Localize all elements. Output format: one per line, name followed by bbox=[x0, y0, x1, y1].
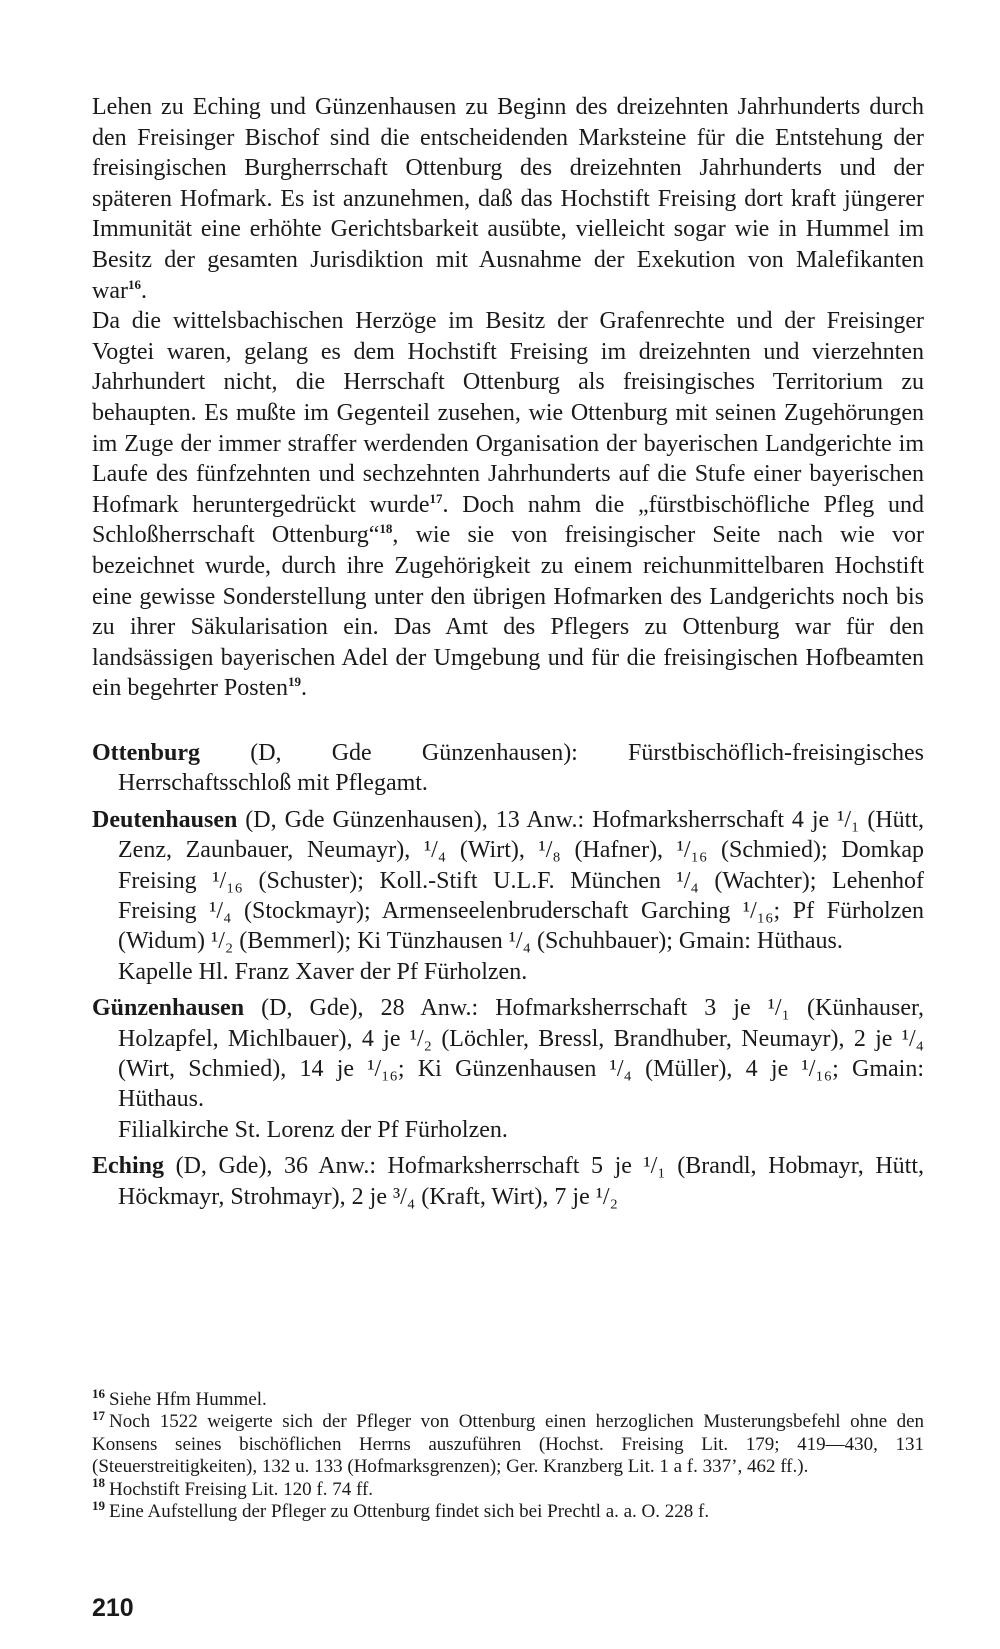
entry-place-name: Deutenhausen bbox=[92, 806, 238, 833]
footnote-17: $^{17}$ Noch 1522 weigerte sich der Pfleger von Ottenburg einen herzoglichen Musterungsbefehl ohne den Konsens seines bischöflichen Herrns auszuführen (Hochst. Freising Lit. 179; 419—430, 131 (Steuerstreitigkeiten), 132 u. 133 (Hofmarksgrenzen); Ger. Kranzberg Lit. 1 a f. 337’, 462 ff.). bbox=[92, 1408, 924, 1478]
entry-text: (D, Gde Günzenhausen): Fürstbischöflich-freisingisches Herrschaftsschloß mit Pflegamt. bbox=[118, 739, 924, 797]
footnote-ref-19: 19 bbox=[287, 674, 301, 690]
footnote-16: $^{16}$ Siehe Hfm Hummel. bbox=[92, 1385, 267, 1410]
entry-place-name: Ottenburg bbox=[92, 739, 200, 766]
footnote-ref-16: 16 bbox=[127, 276, 141, 292]
entry-text: (D, Gde), 28 Anw.: Hofmarksherrschaft 3 je ¹/₁ (Künhauser, Holzapfel, Michlbauer), 4 je ¹/₂ (Löchler, Bressl, Brandhuber, Neumayr), 2 je ¹/₄ (Wirt, Schmied), 14 je ¹/₁₆; Ki Günzenhausen ¹/₄ (Müller), 4 je ¹/₁₆; Gmain: Hüthaus. bbox=[118, 995, 924, 1113]
footnote-ref-18: 18 bbox=[379, 521, 393, 537]
page-number: 210 bbox=[92, 1594, 134, 1622]
entry-place-name: Eching bbox=[92, 1153, 165, 1180]
page-body bbox=[92, 92, 924, 1218]
entry-church: Kapelle Hl. Franz Xaver der Pf Fürholzen. bbox=[118, 958, 528, 985]
entry-guenzenhausen bbox=[92, 993, 924, 1145]
footnote-18: $^{18}$ Hochstift Freising Lit. 120 f. 74 ff. bbox=[92, 1475, 374, 1500]
paragraph-1: Lehen zu Eching und Günzenhausen zu Beginn des dreizehnten Jahrhunderts durch den Freisinger Bischof sind die entscheidenden Marksteine für die Entstehung der freisingischen Burgherrschaft Ottenburg des dreizehnten Jahrhunderts und der späteren Hofmark. Es ist anzunehmen, daß das Hochstift Freising dort kraft jüngerer Immunität eine erhöhte Gerichtsbarkeit ausübte, vielleicht sogar wie in Hummel im Besitz der gesamten Jurisdiktion mit Ausnahme der Exekution von Malefikanten war$^{16}$. bbox=[92, 94, 924, 304]
entry-ottenburg bbox=[92, 738, 924, 799]
paragraph-2: Da die wittelsbachischen Herzöge im Besitz der Grafenrechte und der Freisinger Vogtei waren, gelang es dem Hochstift Freising im dreizehnten und vierzehnten Jahrhundert nicht, die Herrschaft Ottenburg als freisingisches Territorium zu behaupten. Es mußte im Gegenteil zusehen, wie Ottenburg mit seinen Zugehörungen im Zuge der immer straffer werdenden Organisation der bayerischen Landgerichte im Laufe des fünfzehnten und sechzehnten Jahrhunderts auf die Stufe einer bayerischen Hofmark heruntergedrückt wurde$^{17}$. Doch nahm die „fürstbischöfliche Pfleg und Schloßherrschaft Ottenburg“$^{18}$, wie sie von freisingischer Seite nach wie vor bezeichnet wurde, durch ihre Zugehörigkeit zu einem reichunmittelbaren Hochstift eine gewisse Sonderstellung unter den übrigen Hofmarken des Landgerichts noch bis zu ihrer Säkularisation ein. Das Amt des Pflegers zu Ottenburg war für den landsässigen bayerischen Adel der Umgebung und für die freisingischen Hofbeamten ein begehrter Posten$^{19}$. bbox=[92, 308, 925, 702]
footnote-19: $^{19}$ Eine Aufstellung der Pfleger zu Ottenburg findet sich bei Prechtl a. a. O. 228 f. bbox=[92, 1497, 710, 1523]
entry-text: (D, Gde), 36 Anw.: Hofmarksherrschaft 5 je ¹/₁ (Brandl, Hobmayr, Hütt, Höckmayr, Strohmayr), 2 je ³/₄ (Kraft, Wirt), 7 je ¹/₂ bbox=[118, 1153, 924, 1210]
entry-eching bbox=[92, 1151, 924, 1212]
footnotes bbox=[92, 1385, 924, 1523]
entry-place-name: Günzenhausen bbox=[92, 995, 245, 1022]
entry-text: (D, Gde Günzenhausen), 13 Anw.: Hofmarksherrschaft 4 je ¹/₁ (Hütt, Zenz, Zaunbauer, Neumayr), ¹/₄ (Wirt), ¹/₈ (Hafner), ¹/₁₆ (Schmied); Domkap Freising ¹/₁₆ (Schuster); Koll.-Stift U.L.F. München ¹/₄ (Wachter); Lehenhof Freising ¹/₄ (Stockmayr); Armenseelenbruderschaft Garching ¹/₁₆; Pf Fürholzen (Widum) ¹/₂ (Bemmerl); Ki Tünzhausen ¹/₄ (Schuhbauer); Gmain: Hüthaus. bbox=[118, 806, 924, 955]
entry-deutenhausen bbox=[92, 805, 924, 987]
place-entries bbox=[92, 738, 924, 1212]
entry-church: Filialkirche St. Lorenz der Pf Fürholzen. bbox=[118, 1116, 508, 1143]
footnote-ref-17: 17 bbox=[429, 490, 443, 506]
